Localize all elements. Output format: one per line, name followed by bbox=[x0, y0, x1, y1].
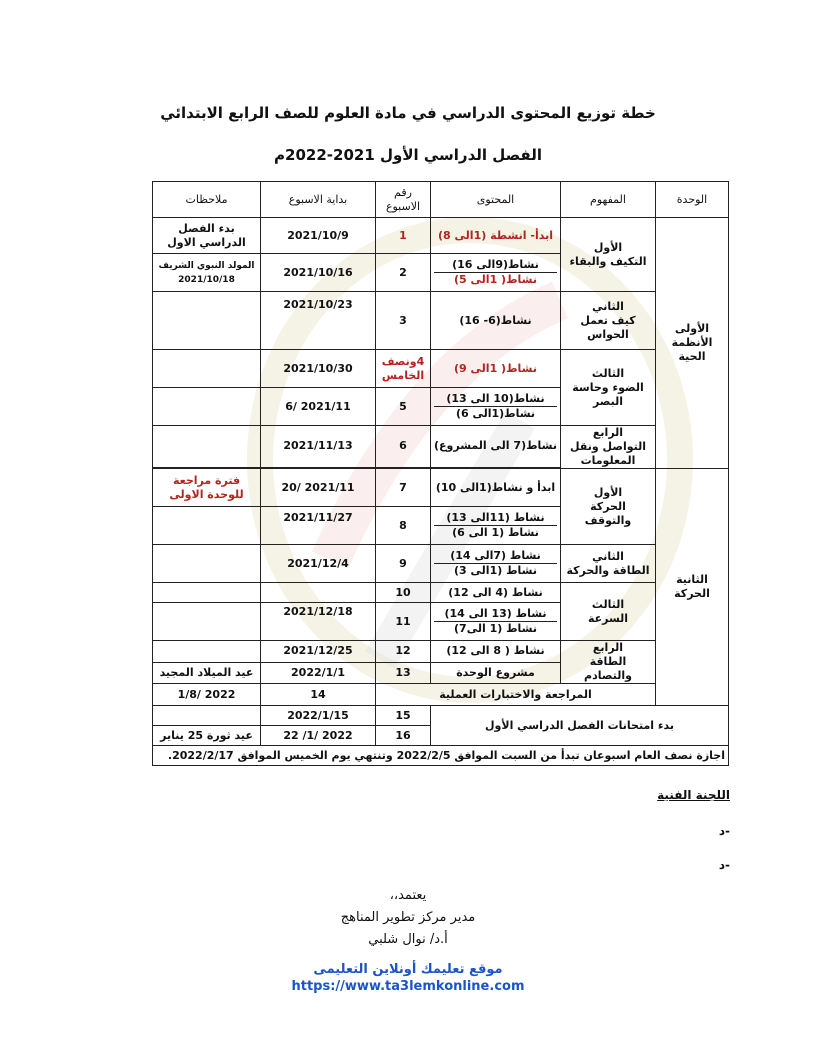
committee-member-2: د- bbox=[718, 858, 730, 872]
date-cell: 2022 /1/8 bbox=[153, 684, 261, 706]
date-cell: 2021/10/16 bbox=[261, 254, 376, 292]
week-cell: 4ونصف الخامس bbox=[376, 350, 431, 388]
content-cell: نشاط( 1الى 9) bbox=[431, 350, 561, 388]
header-week-no: رقم الاسبوع bbox=[376, 182, 431, 218]
content-cell: ابدأ و نشاط(1الى 10) bbox=[431, 469, 561, 507]
header-week-start: بداية الاسبوع bbox=[261, 182, 376, 218]
page-subtitle: الفصل الدراسي الأول 2021-2022م bbox=[274, 146, 542, 164]
table-row bbox=[153, 583, 729, 603]
concept-cell: الثاني الطاقة والحركة bbox=[561, 545, 656, 583]
week-cell: 1 bbox=[376, 218, 431, 254]
table-row bbox=[153, 641, 729, 663]
holiday-note: اجازة نصف العام اسبوعان تبدأ من السبت الموافق 2022/2/5 وتنتهي يوم الخميس الموافق 2022/2/17. bbox=[153, 746, 729, 766]
director-name: أ.د/ نوال شلبي bbox=[368, 932, 448, 947]
committee-member-1: د- bbox=[718, 824, 730, 838]
header-row bbox=[153, 182, 729, 218]
date-cell: 2022/1/1 bbox=[261, 662, 376, 684]
date-cell bbox=[261, 583, 376, 603]
content-cell: نشاط (13 الى 14) نشاط (1 الى7) bbox=[431, 603, 561, 641]
concept-cell: الرابع الطاقة والتصادم bbox=[561, 641, 656, 684]
concept-cell: الأول الحركة والتوقف bbox=[561, 469, 656, 545]
note-cell bbox=[153, 350, 261, 388]
week-cell: 9 bbox=[376, 545, 431, 583]
plan-table bbox=[152, 181, 729, 766]
concept-cell: الثاني كيف تعمل الحواس bbox=[561, 292, 656, 350]
week-cell: 5 bbox=[376, 388, 431, 426]
week-cell: 13 bbox=[376, 662, 431, 684]
table-row bbox=[153, 469, 729, 507]
content-cell: نشاط (11الى 13) نشاط (1 الى 6) bbox=[431, 507, 561, 545]
concept-cell: الثالث الضوء وحاسة البصر bbox=[561, 350, 656, 426]
exams-cell: بدء امتحانات الفصل الدراسي الأول bbox=[431, 706, 729, 746]
note-cell: عيد الميلاد المجيد bbox=[153, 662, 261, 684]
week-cell: 6 bbox=[376, 426, 431, 468]
week-cell: 11 bbox=[376, 603, 431, 641]
unit-cell: الثانية الحركة bbox=[656, 469, 729, 706]
date-cell: 2021/11 /20 bbox=[261, 469, 376, 507]
date-cell: 2021/12/18 bbox=[261, 603, 376, 641]
date-cell: 2021/12/4 bbox=[261, 545, 376, 583]
review-cell: المراجعة والاختبارات العملية bbox=[376, 684, 656, 706]
header-unit: الوحدة bbox=[656, 182, 729, 218]
unit-cell: الأولى الأنظمة الحية bbox=[656, 218, 729, 469]
date-cell: 2021/10/23 bbox=[261, 292, 376, 350]
note-cell bbox=[153, 583, 261, 603]
note-cell: عيد ثورة 25 يناير bbox=[153, 726, 261, 746]
concept-cell: الأول التكيف والبقاء bbox=[561, 218, 656, 292]
note-cell bbox=[153, 507, 261, 545]
content-cell: نشاط(9الى 16) نشاط( 1الى 5) bbox=[431, 254, 561, 292]
note-cell bbox=[153, 706, 261, 726]
week-cell: 10 bbox=[376, 583, 431, 603]
note-cell: المولد النبوي الشريف 2021/10/18 bbox=[153, 254, 261, 292]
date-cell: 2021/11/13 bbox=[261, 426, 376, 468]
committee-label: اللجنة الفنية bbox=[657, 788, 730, 802]
concept-cell: الرابع التواصل ونقل المعلومات bbox=[561, 426, 656, 469]
week-cell: 14 bbox=[261, 684, 376, 706]
date-cell: 2021/10/9 bbox=[261, 218, 376, 254]
table-row bbox=[153, 426, 729, 468]
content-cell: نشاط(6- 16) bbox=[431, 292, 561, 350]
table-row bbox=[153, 292, 729, 350]
note-cell: فترة مراجعة للوحدة الاولى bbox=[153, 469, 261, 507]
date-cell: 2021/10/30 bbox=[261, 350, 376, 388]
content-cell: نشاط ( 8 الى 12) bbox=[431, 641, 561, 663]
note-cell bbox=[153, 641, 261, 663]
content-cell: نشاط (7الى 14) نشاط (1الى 3) bbox=[431, 545, 561, 583]
week-cell: 3 bbox=[376, 292, 431, 350]
table-row bbox=[153, 684, 729, 706]
date-cell: 2021/11/27 bbox=[261, 507, 376, 545]
week-cell: 15 bbox=[376, 706, 431, 726]
concept-cell: الثالث السرعة bbox=[561, 583, 656, 641]
content-cell: مشروع الوحدة bbox=[431, 662, 561, 684]
director-title: مدير مركز تطوير المناهج bbox=[340, 910, 476, 925]
header-concept: المفهوم bbox=[561, 182, 656, 218]
date-cell: 2021/12/25 bbox=[261, 641, 376, 663]
week-cell: 8 bbox=[376, 507, 431, 545]
note-cell bbox=[153, 426, 261, 468]
header-content: المحتوى bbox=[431, 182, 561, 218]
site-name: موقع تعليمك أونلاين التعليمى bbox=[313, 962, 503, 977]
note-cell: بدء الفصل الدراسي الاول bbox=[153, 218, 261, 254]
week-cell: 7 bbox=[376, 469, 431, 507]
content-cell: ابدأ- انشطة (1الى 8) bbox=[431, 218, 561, 254]
date-cell: 2022/1/15 bbox=[261, 706, 376, 726]
week-cell: 12 bbox=[376, 641, 431, 663]
site-url-link[interactable]: https://www.ta3lemkonline.com bbox=[291, 979, 525, 994]
note-cell bbox=[153, 292, 261, 350]
note-cell bbox=[153, 545, 261, 583]
page-title: خطة توزيع المحتوى الدراسي في مادة العلوم للصف الرابع الابتدائي bbox=[160, 104, 656, 122]
date-cell: 2022 /1/ 22 bbox=[261, 726, 376, 746]
note-cell bbox=[153, 603, 261, 641]
note-cell bbox=[153, 388, 261, 426]
content-cell: نشاط (4 الى 12) bbox=[431, 583, 561, 603]
content-cell: نشاط(10 الى 13) نشاط(1الى 6) bbox=[431, 388, 561, 426]
table-row bbox=[153, 706, 729, 726]
week-cell: 16 bbox=[376, 726, 431, 746]
table-row bbox=[153, 746, 729, 766]
table-row bbox=[153, 350, 729, 388]
table-row bbox=[153, 218, 729, 254]
table-row bbox=[153, 545, 729, 583]
week-cell: 2 bbox=[376, 254, 431, 292]
header-notes: ملاحظات bbox=[153, 182, 261, 218]
approval-label: يعتمد،، bbox=[389, 888, 427, 903]
content-cell: نشاط(7 الى المشروع) bbox=[431, 426, 561, 468]
date-cell: 2021/11 /6 bbox=[261, 388, 376, 426]
